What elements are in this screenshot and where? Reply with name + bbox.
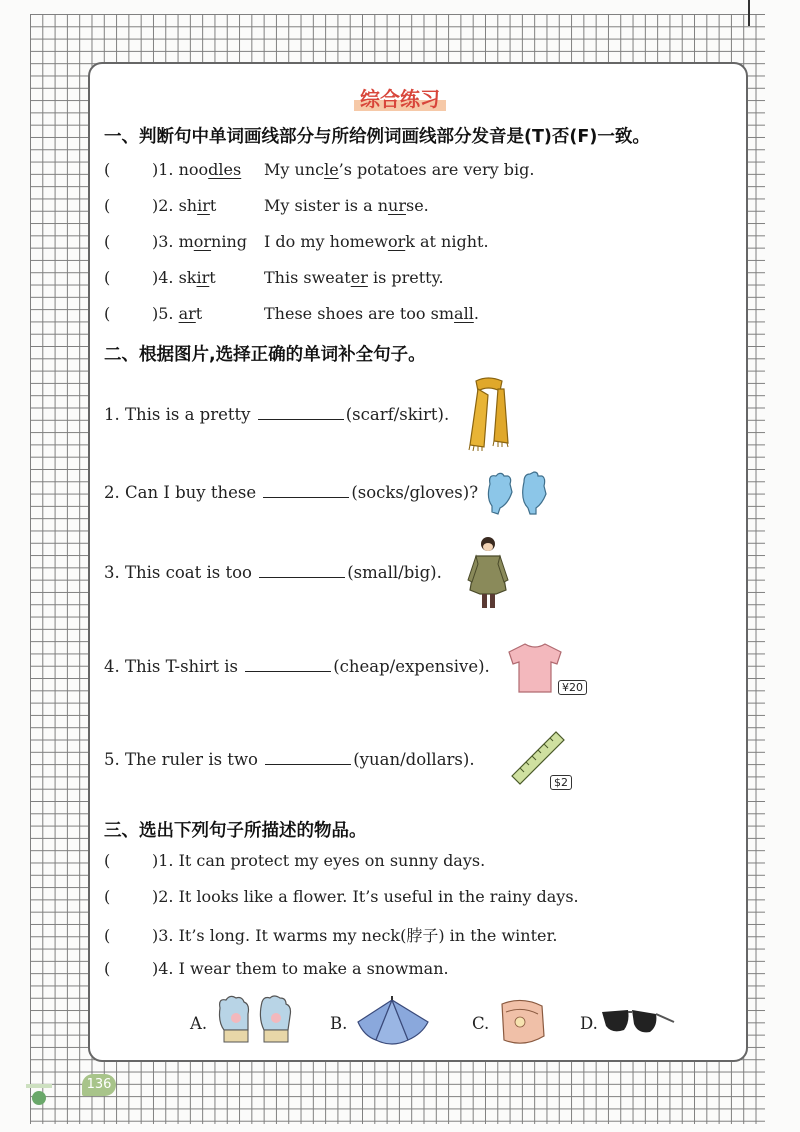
s3-item-1: ( )1. It can protect my eyes on sunny days. (104, 851, 486, 870)
answer-paren[interactable]: ( (104, 160, 111, 179)
gloves-icon (484, 470, 550, 516)
question-3: 3. This coat is too (small/big). (104, 563, 442, 582)
page-title: 综合练习 (0, 83, 800, 112)
answer-blank[interactable] (258, 405, 344, 420)
logo-icon (24, 1082, 54, 1108)
answer-paren[interactable]: ( (104, 232, 111, 251)
example-word: )1. noodles (152, 160, 242, 179)
answer-paren[interactable]: ( (104, 196, 111, 215)
option-d-label: D. (580, 1014, 598, 1033)
answer-paren[interactable]: ( (104, 304, 111, 323)
publisher-logo (14, 1082, 64, 1126)
answer-blank[interactable] (263, 483, 349, 498)
scarf-icon (458, 375, 520, 451)
question-1: 1. This is a pretty (scarf/skirt). (104, 405, 450, 424)
umbrella-icon (350, 996, 436, 1052)
example-sentence: This sweater is pretty. (264, 268, 444, 287)
answer-blank[interactable] (265, 750, 351, 765)
s3-item-2: ( )2. It looks like a flower. It’s useful in the rainy days. (104, 887, 579, 906)
example-sentence: These shoes are too small. (264, 304, 479, 323)
section2-heading: 二、根据图片,选择正确的单词补全句子。 (104, 345, 426, 365)
price-tag-ruler: $2 (550, 775, 572, 790)
s1-item-4 (104, 268, 444, 287)
answer-blank[interactable] (259, 563, 345, 578)
example-word: )4. skirt (152, 268, 216, 287)
option-c-label: C. (472, 1014, 490, 1033)
scarf-option-icon (494, 996, 550, 1050)
answer-blank[interactable] (245, 657, 331, 672)
option-b-label: B. (330, 1014, 348, 1033)
example-word: )3. morning (152, 232, 248, 251)
s1-item-1 (104, 160, 534, 179)
question-2: 2. Can I buy these (socks/gloves)? (104, 483, 479, 502)
section3-heading: 三、选出下列句子所描述的物品。 (104, 821, 367, 841)
example-sentence: My sister is a nurse. (264, 196, 429, 215)
example-word: )5. art (152, 304, 203, 323)
question-4: 4. This T-shirt is (cheap/expensive). (104, 657, 490, 676)
s1-item-5 (104, 304, 479, 323)
answer-paren[interactable]: ( (104, 268, 111, 287)
gloves-option-icon (212, 994, 298, 1050)
price-tag-tshirt: ¥20 (558, 680, 587, 695)
s3-item-3: ( )3. It’s long. It warms my neck(脖子) in the winter. (104, 926, 558, 945)
example-sentence: I do my homework at night. (264, 232, 489, 251)
s1-item-3 (104, 232, 489, 251)
s1-item-2 (104, 196, 429, 215)
page-number-badge: 136 (82, 1074, 116, 1096)
example-word: )2. shirt (152, 196, 217, 215)
example-sentence: My uncle’s potatoes are very big. (264, 160, 535, 179)
s3-item-4: ( )4. I wear them to make a snowman. (104, 959, 449, 978)
coat-person-icon (462, 534, 516, 614)
page-corner-mark (748, 0, 770, 26)
section1-heading: 一、判断句中单词画线部分与所给例词画线部分发音是(T)否(F)一致。 (104, 127, 650, 147)
option-a-label: A. (190, 1014, 208, 1033)
sunglasses-icon (600, 1004, 676, 1040)
question-5: 5. The ruler is two (yuan/dollars). (104, 750, 475, 769)
